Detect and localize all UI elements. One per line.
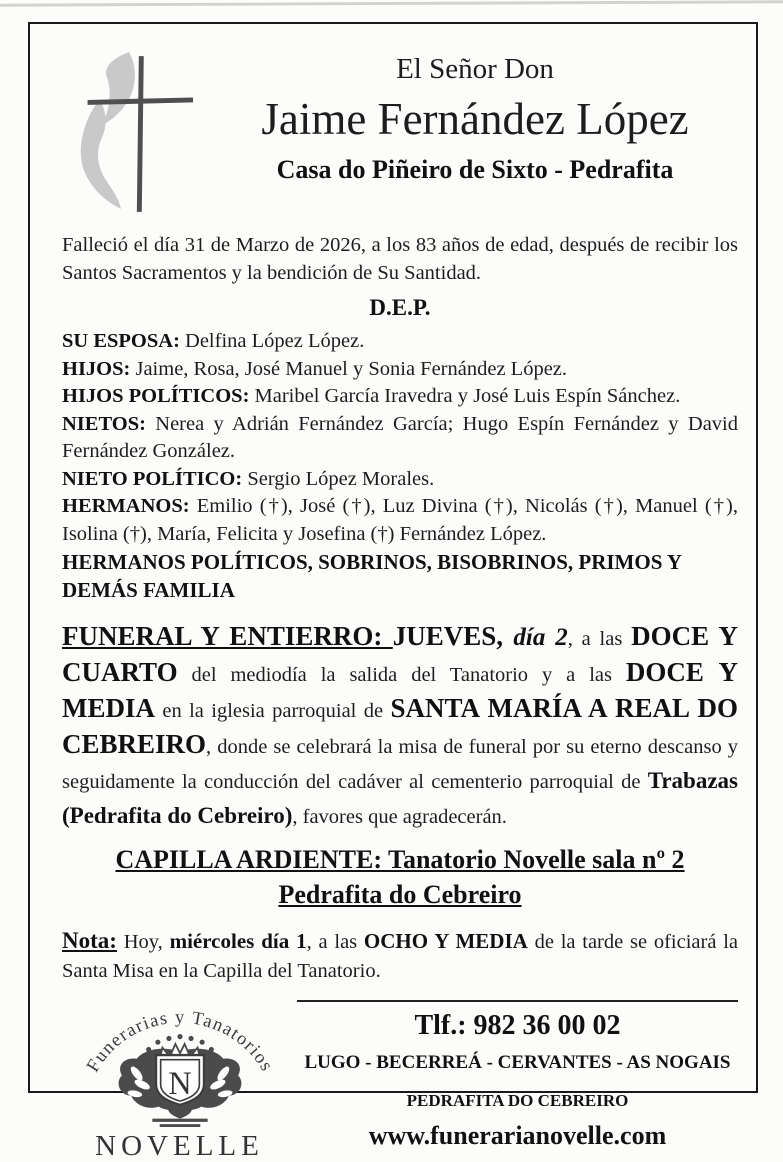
capilla-line-2 [62,877,738,912]
nota-date: miércoles día 1 [169,929,307,953]
funeral-text: del mediodía la salida del Tanatorio y a las [177,664,626,686]
funeral-text: , donde se celebrará la misa de funeral por su eterno descanso y seguidamente la conducción del cadáver al cementerio parroquial de [62,736,738,793]
nota-text: Hoy, [116,931,170,953]
family-label: HERMANOS: [62,495,190,517]
header [62,24,738,224]
funeral-time-1: DOCE Y CUARTO [62,621,739,687]
website-url: www.funerarianovelle.com [368,1121,667,1150]
funeral-heading: FUNERAL Y ENTIERRO: [62,621,393,651]
family-row-grandson-in-law [62,466,738,494]
nota-text: de la tarde se oficiará la Santa Misa en la Capilla del Tanatorio. [62,931,738,982]
funeral-text: en la iglesia parroquial de [155,700,391,722]
shield-letter: N [167,1064,192,1101]
family-value: Emilio (†), José (†), Luz Divina (†), Nicolás (†), Manuel (†), Isolina (†), María, Felicita y Josefina (†) Fernández López. [62,495,738,545]
family-closing: HERMANOS POLÍTICOS, SOBRINOS, BISOBRINOS, PRIMOS Y DEMÁS FAMILIA [62,550,682,602]
funeral-home-logo [62,996,297,1162]
family-label: NIETOS: [62,412,146,435]
family-value: Maribel García Iravedra y José Luis Espín Sánchez. [249,385,681,407]
deceased-name: Jaime Fernández López [261,94,689,144]
family-label: SU ESPOSA: [62,330,180,352]
capilla-text: CAPILLA ARDIENTE: Tanatorio Novelle sala nº 2 [115,845,685,874]
family-label: NIETO POLÍTICO: [62,467,243,490]
header-text [212,24,738,186]
family-row-children-in-law [62,383,738,411]
family-value: Jaime, Rosa, José Manuel y Sonia Fernández López. [130,357,568,380]
death-notice: Falleció el día 31 de Marzo de 2026, a los 83 años de edad, después de recibir los Santos Sacramentos y la bendición de Su Santidad. [62,234,738,284]
nota-paragraph [62,926,738,986]
nota-label: Nota: [62,928,117,953]
capilla-line-1 [62,842,738,877]
capilla-text: Pedrafita do Cebreiro [278,880,522,909]
family-value: Sergio López Morales. [242,467,435,490]
footer [62,996,738,1162]
family-row-siblings [62,493,738,548]
family-row-children [62,356,738,384]
nota-time: OCHO Y MEDIA [363,929,528,953]
funeral-paragraph [62,620,738,834]
family-value: Delfina López López. [179,330,365,352]
family-row-spouse [62,328,738,356]
funeral-day: JUEVES, [392,621,514,651]
crest-arc-text: Funerarias y Tanatorios [81,1006,278,1076]
obituary-card [28,22,758,1162]
funeral-church: SANTA MARÍA A REAL DO CEBREIRO [62,693,738,759]
family-list [62,328,738,604]
base-bar-2 [159,1124,200,1127]
brand-name: NOVELLE [95,1130,264,1162]
family-row-grandchildren [62,411,738,466]
cross-and-flame-icon [58,48,196,221]
base-bar-1 [152,1119,207,1122]
novelle-crest-icon [74,996,286,1127]
phone-number: Tlf.: 982 36 00 02 [414,1010,621,1041]
footer-contact [297,1000,738,1162]
locations-line: LUGO - BECERREÁ - CERVANTES - AS NOGAIS [304,1052,731,1073]
family-label: HIJOS: [62,357,131,380]
nota-text: , a las [306,931,364,953]
funeral-cemetery: Trabazas (Pedrafita do Cebreiro) [62,768,738,828]
family-value: Nerea y Adrián Fernández García; Hugo Espín Fernández y David Fernández González. [62,412,738,462]
funeral-text: , favores que agradecerán. [292,806,507,828]
residence: Casa do Piñeiro de Sixto - Pedrafita [276,155,674,184]
capilla-section [62,842,738,912]
dep-abbreviation: D.E.P. [369,295,431,320]
location-pedrafita: PEDRAFITA DO CEBREIRO [406,1091,629,1110]
funeral-text: , a las [567,628,632,650]
family-label: HIJOS POLÍTICOS: [62,385,250,407]
funeral-date: día 2 [513,624,568,651]
honorific: El Señor Don [396,53,554,85]
scan-artifact-line [0,0,783,6]
funeral-time-2: DOCE Y MEDIA [62,657,738,723]
